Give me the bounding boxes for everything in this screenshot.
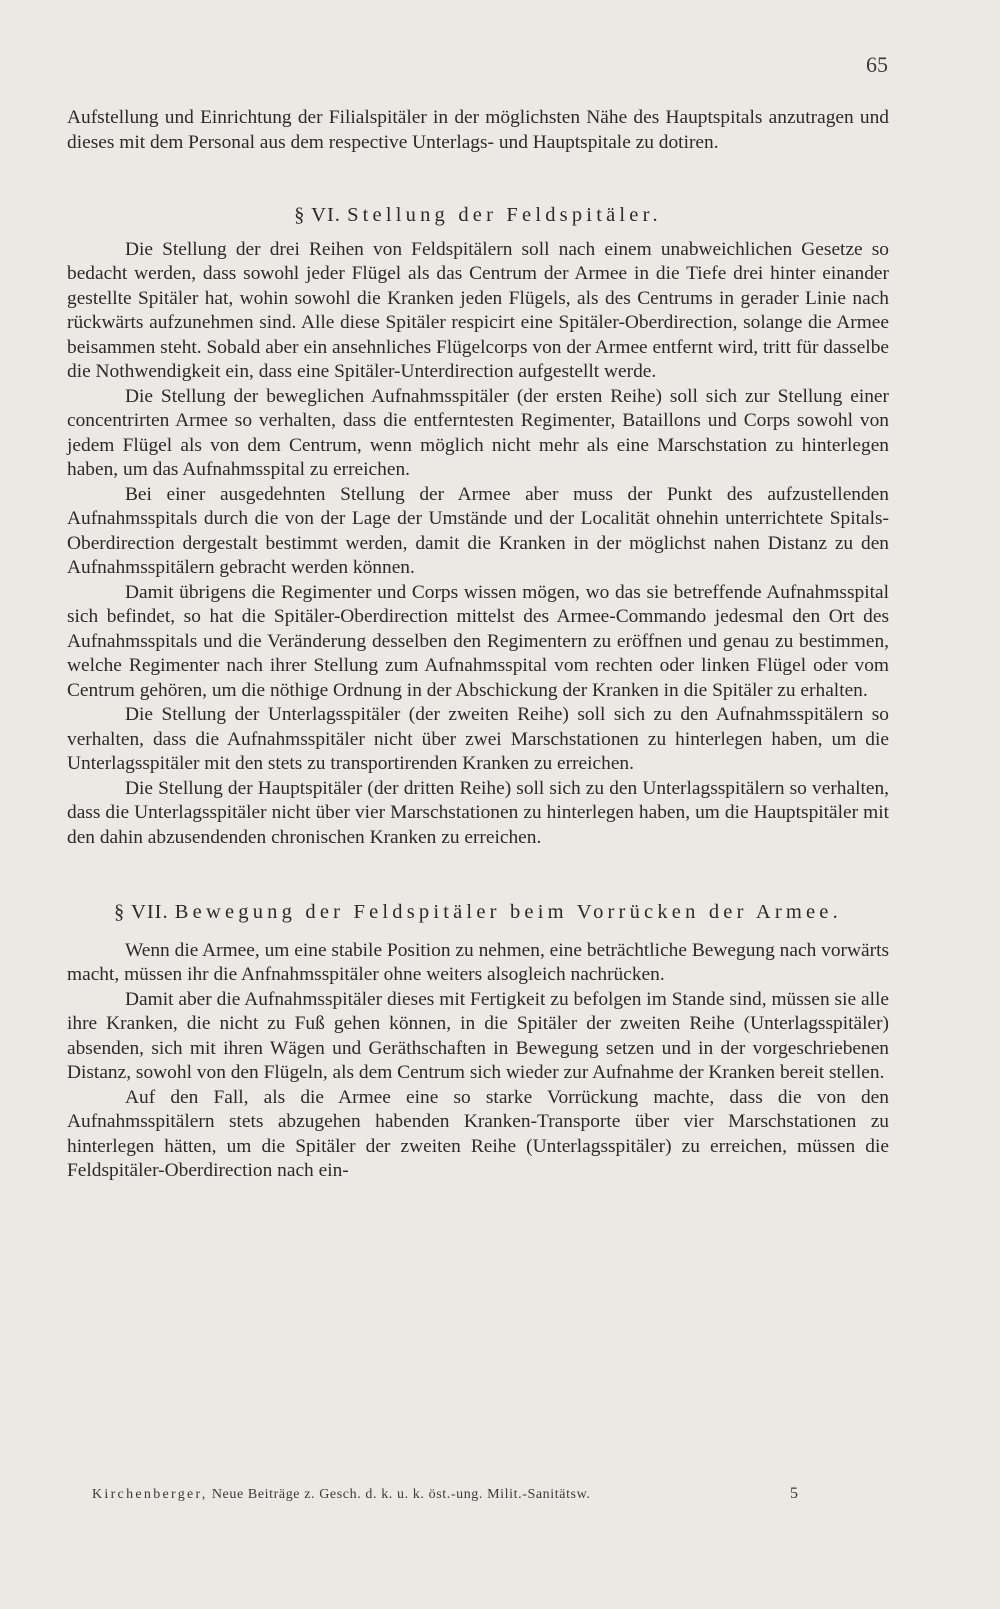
section-vi-paragraph: Bei einer ausgedehnten Stellung der Armee aber muss der Punkt des aufzustellenden Aufnahmsspitals durch die von der Lage der Umstände und der Localität ohnehin unterrichtete Spitals-Oberdirection dergestalt bestimmt werden, damit die Kranken in der möglichst nahen Distanz zu den Aufnahmsspitälern gebracht werden können. (67, 483, 889, 578)
page-number: 65 (866, 52, 888, 77)
section-vi-paragraph: Damit übrigens die Regimenter und Corps wissen mögen, wo das sie betreffende Aufnahmsspital sich befindet, so hat die Spitäler-Oberdirection mittelst des Armee-Commando jedesmal den Ort des Aufnahmsspitals und die Veränderung desselben den Regimentern zu eröffnen und genau zu bestimmen, welche Regimenter nach ihrer Stellung zum Aufnahmsspital vom rechten oder linken Flügel oder vom Centrum gehören, um die nöthige Ordnung in der Abschickung der Kranken in die Spitäler zu erhalten. (67, 581, 889, 701)
section-vi-paragraph: Die Stellung der Hauptspitäler (der dritten Reihe) soll sich zu den Unterlagsspitälern so verhalten, dass die Unterlagsspitäler nicht über vier Marschstationen zu hinterlegen haben, um die Hauptspitäler mit den dahin abzusendenden chronischen Kranken zu erreichen. (67, 777, 889, 848)
section-vii-title: Bewegung der Feldspitäler beim Vorrücken der Armee. (174, 901, 842, 923)
section-vii-paragraph: Auf den Fall, als die Armee eine so starke Vorrückung machte, dass die von den Aufnahmsspitälern stets abzugehen habenden Kranken-Transporte über vier Marschstationen zu hinterlegen hätten, um die Spitäler der zweiten Reihe (Unterlagsspitäler) zu erreichen, müssen die Feldspitäler-Oberdirection nach ein- (67, 1086, 889, 1181)
section-vii-heading (67, 900, 889, 925)
footer-title: Neue Beiträge z. Gesch. d. k. u. k. öst.-ung. Milit.-Sanitätsw. (211, 1487, 591, 1502)
text-column (67, 106, 889, 1184)
section-vi-paragraph: Die Stellung der drei Reihen von Feldspitälern soll nach einem unabweichlichen Gesetze so bedacht werden, dass sowohl jeder Flügel als das Centrum der Armee in die Tiefe drei hinter einander gestellte Spitäler hat, wohin sowohl die Kranken jeden Flügels, als des Centrums in gerader Linie nach rückwärts aufzunehmen sind. Alle diese Spitäler respicirt eine Spitäler-Oberdirection, solange die Armee beisammen steht. Sobald aber ein ansehnliches Flügelcorps von der Armee entfernt wird, tritt für dasselbe die Nothwendigkeit ein, dass eine Spitäler-Unterdirection aufgestellt werde. (67, 238, 889, 382)
section-vii-paragraph: Wenn die Armee, um eine stabile Position zu nehmen, eine beträchtliche Bewegung nach vorwärts macht, müssen ihr die Anfnahmsspitäler ohne weiters alsogleich nachrücken. (67, 939, 889, 985)
footer-citation (92, 1487, 591, 1503)
section-vi-title: Stellung der Feldspitäler. (347, 204, 662, 226)
intro-paragraph: Aufstellung und Einrichtung der Filialspitäler in der möglichsten Nähe des Hauptspitals anzutragen und dieses mit dem Personal aus dem respective Unterlags- und Hauptspitale zu dotiren. (67, 107, 889, 153)
section-vi-heading (67, 203, 889, 228)
section-vii-paragraph: Damit aber die Aufnahmsspitäler dieses mit Fertigkeit zu befolgen im Stande sind, müssen sie alle ihre Kranken, die nicht zu Fuß gehen können, in die Spitäler der zweiten Reihe (Unterlagsspitäler) absenden, sich mit ihren Wägen und Geräthschaften in Bewegung setzen und in der vorgeschriebenen Distanz, sowohl von den Flügeln, als dem Centrum sich wieder zur Aufnahme der Kranken bereit stellen. (67, 988, 889, 1083)
footer-author: Kirchenberger, (92, 1487, 208, 1502)
section-vi-paragraph: Die Stellung der Unterlagsspitäler (der zweiten Reihe) soll sich zu den Aufnahmsspitälern so verhalten, dass die Aufnahmsspitäler nicht über zwei Marschstationen zu hinterlegen haben, um die Unterlagsspitäler mit den stets zu transportirenden Kranken zu erreichen. (67, 704, 889, 774)
section-vii-number: § VII. (114, 901, 169, 923)
signature-mark: 5 (790, 1485, 798, 1502)
section-vi-paragraph: Die Stellung der beweglichen Aufnahmsspitäler (der ersten Reihe) soll sich zur Stellung einer concentrirten Armee so verhalten, dass die entferntesten Regimenter, Bataillons und Corps sowohl von jedem Flügel als von dem Centrum, wenn möglich nicht mehr als eine Marschstation zu hinterlegen haben, um das Aufnahmsspital zu erreichen. (67, 385, 889, 480)
section-vi-number: § VI. (294, 204, 341, 226)
